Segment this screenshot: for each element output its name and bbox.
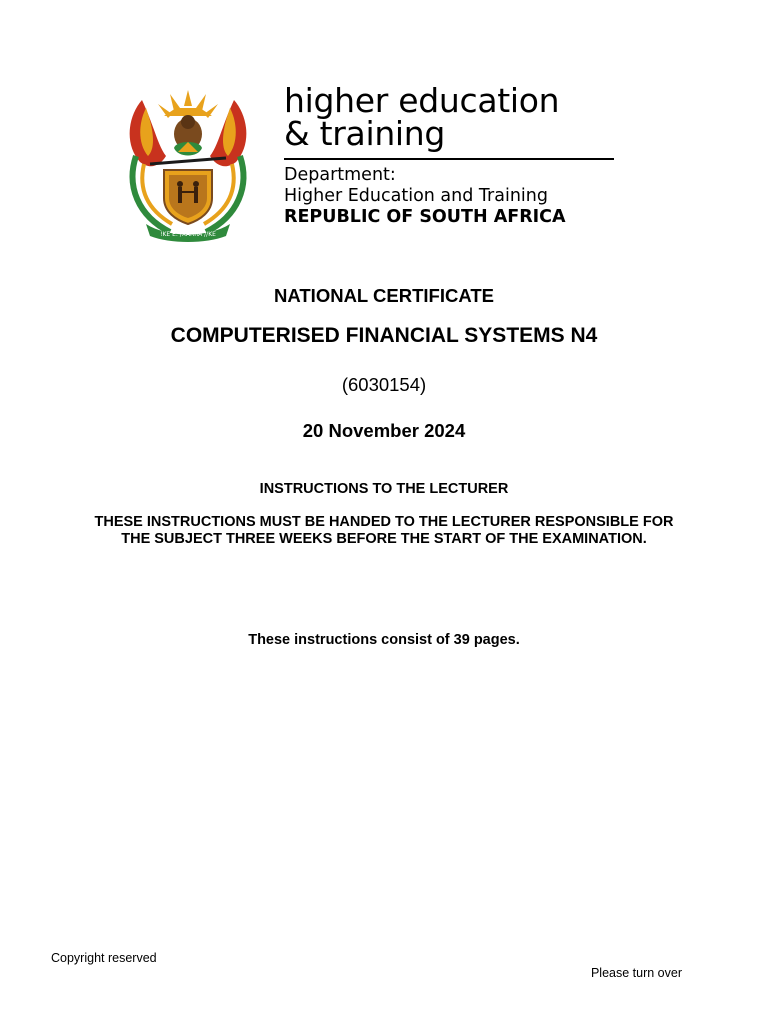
page-count-note: These instructions consist of 39 pages. [248,632,520,648]
brand-title-line-2: & training [284,114,446,153]
instructions-line-1: THESE INSTRUCTIONS MUST BE HANDED TO THE LECTURER RESPONSIBLE FOR [94,514,674,530]
brand-title-line-1: higher education [284,81,560,120]
instructions-heading: INSTRUCTIONS TO THE LECTURER [259,481,509,497]
instructions-line-2: THE SUBJECT THREE WEEKS BEFORE THE START OF THE EXAMINATION. [121,531,647,547]
certificate-title: NATIONAL CERTIFICATE [274,285,494,306]
turn-over-note: Please turn over [590,966,682,980]
department-label: Department: [284,165,396,185]
subject-title: COMPUTERISED FINANCIAL SYSTEMS N4 [170,324,598,347]
department-country: REPUBLIC OF SOUTH AFRICA [284,207,566,227]
copyright-notice: Copyright reserved [51,951,157,965]
department-name: Higher Education and Training [284,186,548,206]
instructions-text [0,514,768,548]
brand-divider [284,158,614,160]
exam-date: 20 November 2024 [302,420,466,441]
department-branding [284,81,624,228]
subject-code: (6030154) [341,374,427,395]
emblem-motto: !KE E: /XARRA //KE [160,231,216,238]
coat-of-arms-emblem [120,86,256,242]
